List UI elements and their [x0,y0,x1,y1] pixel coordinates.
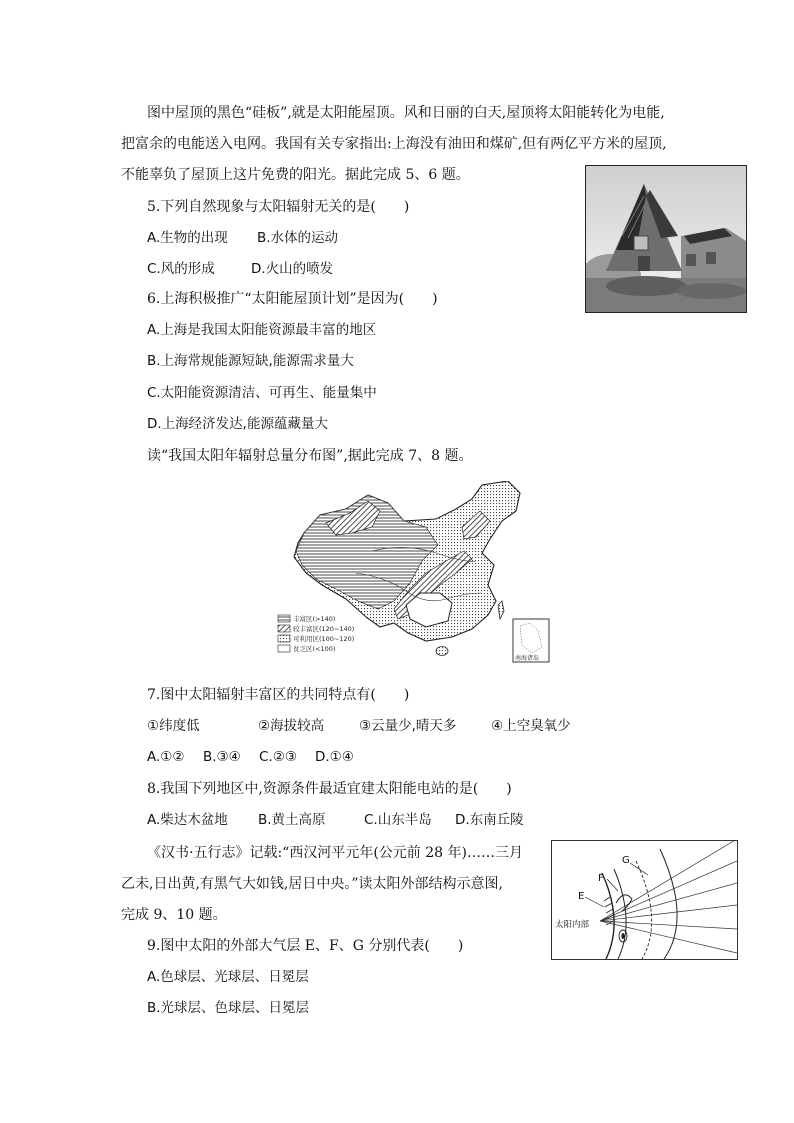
q9-stem: 9.图中太阳的外部大气层 E、F、G 分别代表( ) [147,938,464,954]
q8-option-c: C.山东半岛 [364,812,432,828]
solar-intro-line-3: 完成 9、10 题。 [121,907,227,923]
q7-option-d: D.①④ [315,749,354,765]
label-f: F [598,873,604,884]
q6-option-d: D.上海经济发达,能源蕴藏量大 [147,416,328,432]
label-sun-interior: 太阳内部 [555,920,590,930]
q7-item-2: ②海拔较高 [258,718,325,734]
map-legend-poor: 贫乏区(<100) [293,645,336,653]
solar-intro-line-1: 《汉书·五行志》记载:“西汉河平元年(公元前 28 年)……三月 [147,845,523,861]
q7-option-c: C.②③ [259,749,297,765]
q6-option-b: B.上海常规能源短缺,能源需求量大 [147,353,354,369]
intro-line-2: 把富余的电能送入电网。我国有关专家指出:上海没有油田和煤矿,但有两亿平方米的屋顶, [121,136,667,152]
q8-option-d: D.东南丘陵 [455,812,524,828]
q7-item-3: ③云量少,晴天多 [359,718,457,734]
map-legend-fairly-rich: 较丰富区(120~140) [293,625,355,633]
map-intro: 读“我国太阳年辐射总量分布图”,据此完成 7、8 题。 [147,448,473,464]
q8-option-b: B.黄土高原 [258,812,326,828]
intro-line-1: 图中屋顶的黑色“硅板”,就是太阳能屋顶。风和日丽的白天,屋顶将太阳能转化为电能, [147,105,665,121]
china-solar-radiation-map [276,481,550,663]
q5-option-c: C.风的形成 [147,261,215,277]
q7-option-a: A.①② [147,749,185,765]
map-inset-label: 南海诸岛 [515,655,540,662]
map-legend-rich: 丰富区(>140) [293,615,336,623]
intro-line-3: 不能辜负了屋顶上这片免费的阳光。据此完成 5、6 题。 [121,167,470,183]
label-g: G [622,855,630,866]
q7-item-1: ①纬度低 [147,718,200,734]
solar-intro-line-2: 乙未,日出黄,有黑气大如钱,居日中央。”读太阳外部结构示意图, [121,876,503,892]
q5-option-b: B.水体的运动 [257,230,339,246]
q9-option-b: B.光球层、色球层、日冕层 [147,1000,310,1016]
q7-item-4: ④上空臭氧少 [491,718,571,734]
q5-stem: 5.下列自然现象与太阳辐射无关的是( ) [147,199,410,215]
q6-stem: 6.上海积极推广“太阳能屋顶计划”是因为( ) [147,291,438,307]
label-e: E [578,891,585,902]
q8-option-a: A.柴达木盆地 [147,812,228,828]
map-legend-usable: 可利用区(100~120) [293,635,355,643]
solar-roof-house-photo [585,165,747,313]
q7-option-b: B.③④ [203,749,241,765]
q8-stem: 8.我国下列地区中,资源条件最适宜建太阳能电站的是( ) [147,781,512,797]
sun-atmosphere-diagram [551,840,738,960]
q5-option-a: A.生物的出现 [147,230,228,246]
q7-stem: 7.图中太阳辐射丰富区的共同特点有( ) [147,687,410,703]
q6-option-a: A.上海是我国太阳能资源最丰富的地区 [147,322,377,338]
q9-option-a: A.色球层、光球层、日冕层 [147,969,309,985]
q6-option-c: C.太阳能资源清洁、可再生、能量集中 [147,385,377,401]
q5-option-d: D.火山的喷发 [251,261,334,277]
